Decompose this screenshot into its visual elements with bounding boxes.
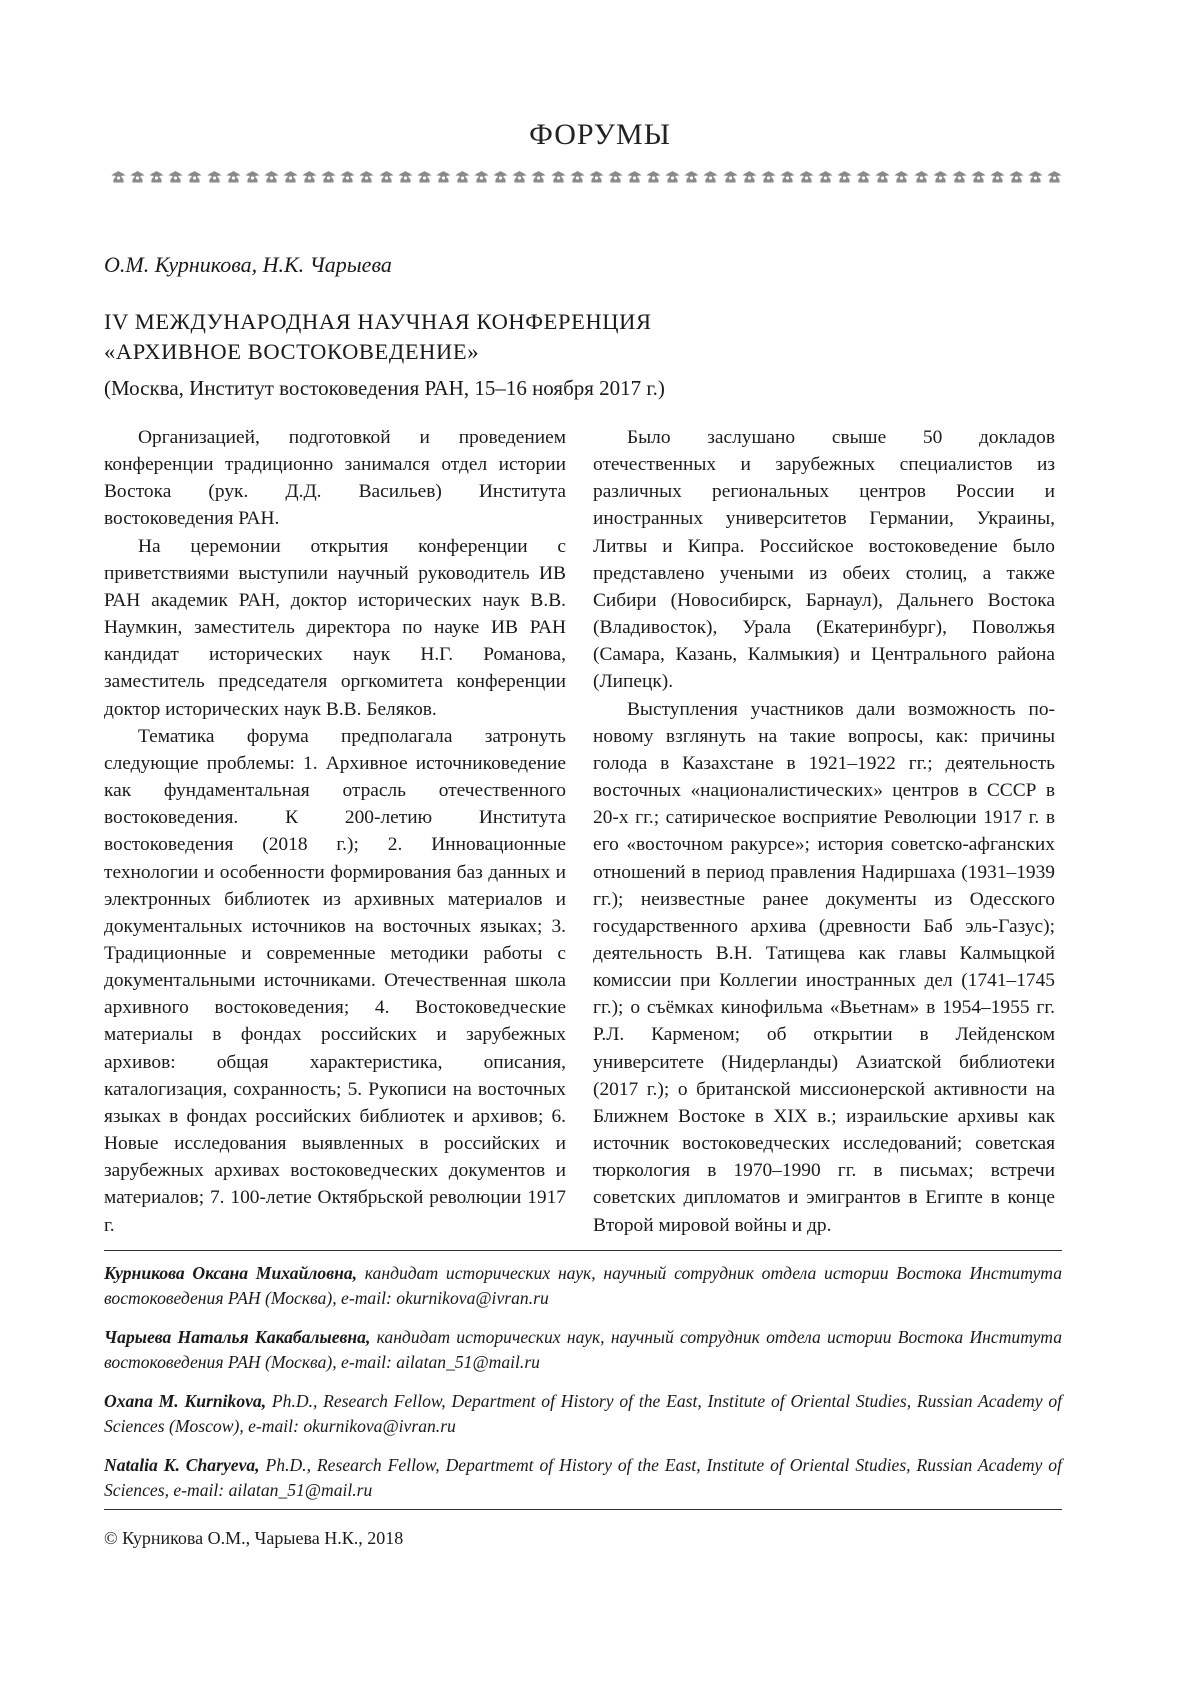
fleuron-icon <box>779 170 796 184</box>
divider-top <box>104 1250 1062 1251</box>
author-info-charyeva-en <box>104 1453 1062 1503</box>
fleuron-icon <box>454 170 471 184</box>
fleuron-icon <box>741 170 758 184</box>
fleuron-icon <box>645 170 662 184</box>
author-info-text: Ph.D., Research Fellow, Department of History of the East, Institute of Oriental Studies, Russian Academy of Sciences (Moscow), e-mail: okurnikova@ivran.ru <box>104 1391 1063 1436</box>
fleuron-icon <box>702 170 719 184</box>
divider-bottom <box>104 1509 1062 1510</box>
fleuron-icon <box>473 170 490 184</box>
fleuron-icon <box>683 170 700 184</box>
fleuron-icon <box>1046 170 1063 184</box>
fleuron-icon <box>129 170 146 184</box>
fleuron-icon <box>416 170 433 184</box>
fleuron-icon <box>798 170 815 184</box>
author-info-kurnikova-en <box>104 1389 1062 1439</box>
fleuron-icon <box>893 170 910 184</box>
fleuron-icon <box>1027 170 1044 184</box>
body-column-left <box>104 424 566 1239</box>
author-info-name: Oxana M. Kurnikova, <box>104 1391 267 1411</box>
fleuron-icon <box>358 170 375 184</box>
fleuron-icon <box>225 170 242 184</box>
article-authors: О.М. Курникова, Н.К. Чарыева <box>104 252 392 277</box>
fleuron-icon <box>722 170 739 184</box>
fleuron-icon <box>913 170 930 184</box>
fleuron-icon <box>397 170 414 184</box>
fleuron-icon <box>664 170 681 184</box>
fleuron-icon <box>110 170 127 184</box>
copyright-notice: © Курникова О.М., Чарыева Н.К., 2018 <box>104 1528 404 1548</box>
fleuron-icon <box>320 170 337 184</box>
fleuron-icon <box>874 170 891 184</box>
fleuron-icon <box>244 170 261 184</box>
fleuron-icon <box>167 170 184 184</box>
article-title-line-2: «АРХИВНОЕ ВОСТОКОВЕДЕНИЕ» <box>104 339 480 364</box>
author-info-name: Курникова Оксана Михайловна, <box>104 1263 358 1283</box>
author-info-name: Чарыева Наталья Какабалыевна, <box>104 1327 371 1347</box>
author-info-charyeva-ru <box>104 1325 1062 1375</box>
author-info-text: Ph.D., Research Fellow, Departmemt of History of the East, Institute of Oriental Studies, Russian Academy of Sciences, e-mail: ailatan_51@mail.ru <box>104 1455 1062 1500</box>
body-paragraph: Организацией, подготовкой и проведением конференции традиционно занимался отдел истории Востока (рук. Д.Д. Васильев) Института востоковедения РАН. <box>104 427 566 530</box>
article-title <box>104 307 652 367</box>
fleuron-icon <box>339 170 356 184</box>
body-paragraph: Тематика форума предполагала затронуть следующие проблемы: 1. Архивное источниковедение как фундаментальная отрасль отечественного востоковедения. К 200-летию Института востоковедения (2018 г.); 2. Инновационные технологии и особенности формирования баз данных и электронных библиотек из архивных материалов и документальных источников на восточных языках; 3. Традиционные и современные методики работы с документальными источниками. Отечественная школа архивного востоковедения; 4. Востоковедческие материалы в фондах российских и зарубежных архивов: общая характеристика, описания, каталогизация, сохранность; 5. Рукописи на восточных языках в фондах российских библиотек и архивов; 6. Новые исследования выявленных в российских и зарубежных архивах востоковедческих документов и материалов; 7. 100-летие Октябрьской революции 1917 г. <box>104 725 566 1236</box>
body-column-right <box>593 424 1055 1239</box>
fleuron-icon <box>989 170 1006 184</box>
fleuron-icon <box>282 170 299 184</box>
section-title: ФОРУМЫ <box>529 118 671 151</box>
author-info-kurnikova-ru <box>104 1261 1062 1311</box>
fleuron-icon <box>760 170 777 184</box>
fleuron-icon <box>492 170 509 184</box>
fleuron-icon <box>951 170 968 184</box>
ornament-divider <box>110 162 1064 192</box>
body-paragraph: Было заслушано свыше 50 докладов отечественных и зарубежных специалистов из различных региональных центров России и иностранных университетов Германии, Украины, Литвы и Кипра. Российское востоковедение было представлено учеными из обеих столиц, а также Сибири (Новосибирск, Барнаул), Дальнего Востока (Владивосток), Урала (Екатеринбург), Поволжья (Самара, Казань, Калмыкия) и Центрального района (Липецк). <box>593 427 1055 693</box>
fleuron-icon <box>569 170 586 184</box>
article-subtitle: (Москва, Институт востоковедения РАН, 15–16 ноября 2017 г.) <box>104 376 665 400</box>
fleuron-icon <box>263 170 280 184</box>
fleuron-icon <box>435 170 452 184</box>
fleuron-icon <box>626 170 643 184</box>
fleuron-icon <box>836 170 853 184</box>
body-paragraph: На церемонии открытия конференции с приветствиями выступили научный руководитель ИВ РАН академик РАН, доктор исторических наук В.В. Наумкин, заместитель директора по науке ИВ РАН кандидат исторических наук Н.Г. Романова, заместитель председателя оргкомитета конференции доктор исторических наук В.В. Беляков. <box>104 535 566 720</box>
fleuron-icon <box>588 170 605 184</box>
fleuron-icon <box>607 170 624 184</box>
body-paragraph: Выступления участников дали возможность по-новому взглянуть на такие вопросы, как: причины голода в Казахстане в 1921–1922 гг.; деятельность восточных «националистических» центров в СССР в 20-х гг.; сатирическое восприятие Революции 1917 г. в его «восточном ракурсе»; история советско-афганских отношений в период правления Надиршаха (1931–1939 гг.); неизвестные ранее документы из Одесского государственного архива (древности Баб эль-Газус); деятельность В.Н. Татищева как главы Калмыцкой комиссии при Коллегии иностранных дел (1741–1745 гг.); о съёмках кинофильма «Вьетнам» в 1954–1955 гг. Р.Л. Карменом; об открытии в Лейденском университете (Нидерланды) Азиатской библиотеки (2017 г.); о британской миссионерской активности на Ближнем Востоке в XIX в.; израильские архивы как источник востоковедческих исследований; советская тюркология в 1970–1990 гг. в письмах; встречи советских дипломатов и эмигрантов в Египте в конце Второй мировой войны и др. <box>593 698 1055 1236</box>
fleuron-icon <box>970 170 987 184</box>
fleuron-icon <box>530 170 547 184</box>
fleuron-icon <box>148 170 165 184</box>
fleuron-icon <box>932 170 949 184</box>
fleuron-icon <box>301 170 318 184</box>
fleuron-icon <box>378 170 395 184</box>
article-title-line-1: IV МЕЖДУНАРОДНАЯ НАУЧНАЯ КОНФЕРЕНЦИЯ <box>104 309 652 334</box>
fleuron-icon <box>206 170 223 184</box>
fleuron-icon <box>1008 170 1025 184</box>
fleuron-icon <box>186 170 203 184</box>
author-info-text: кандидат исторических наук, научный сотрудник отдела истории Востока Института востоковедения РАН (Москва), e-mail: okurnikova@ivran.ru <box>104 1263 1062 1308</box>
fleuron-icon <box>511 170 528 184</box>
fleuron-icon <box>817 170 834 184</box>
author-info-text: кандидат исторических наук, научный сотрудник отдела истории Востока Института востоковедения РАН (Москва), e-mail: ailatan_51@mail.ru <box>104 1327 1062 1372</box>
fleuron-icon <box>550 170 567 184</box>
fleuron-icon <box>855 170 872 184</box>
author-info-name: Natalia K. Charyeva, <box>104 1455 260 1475</box>
